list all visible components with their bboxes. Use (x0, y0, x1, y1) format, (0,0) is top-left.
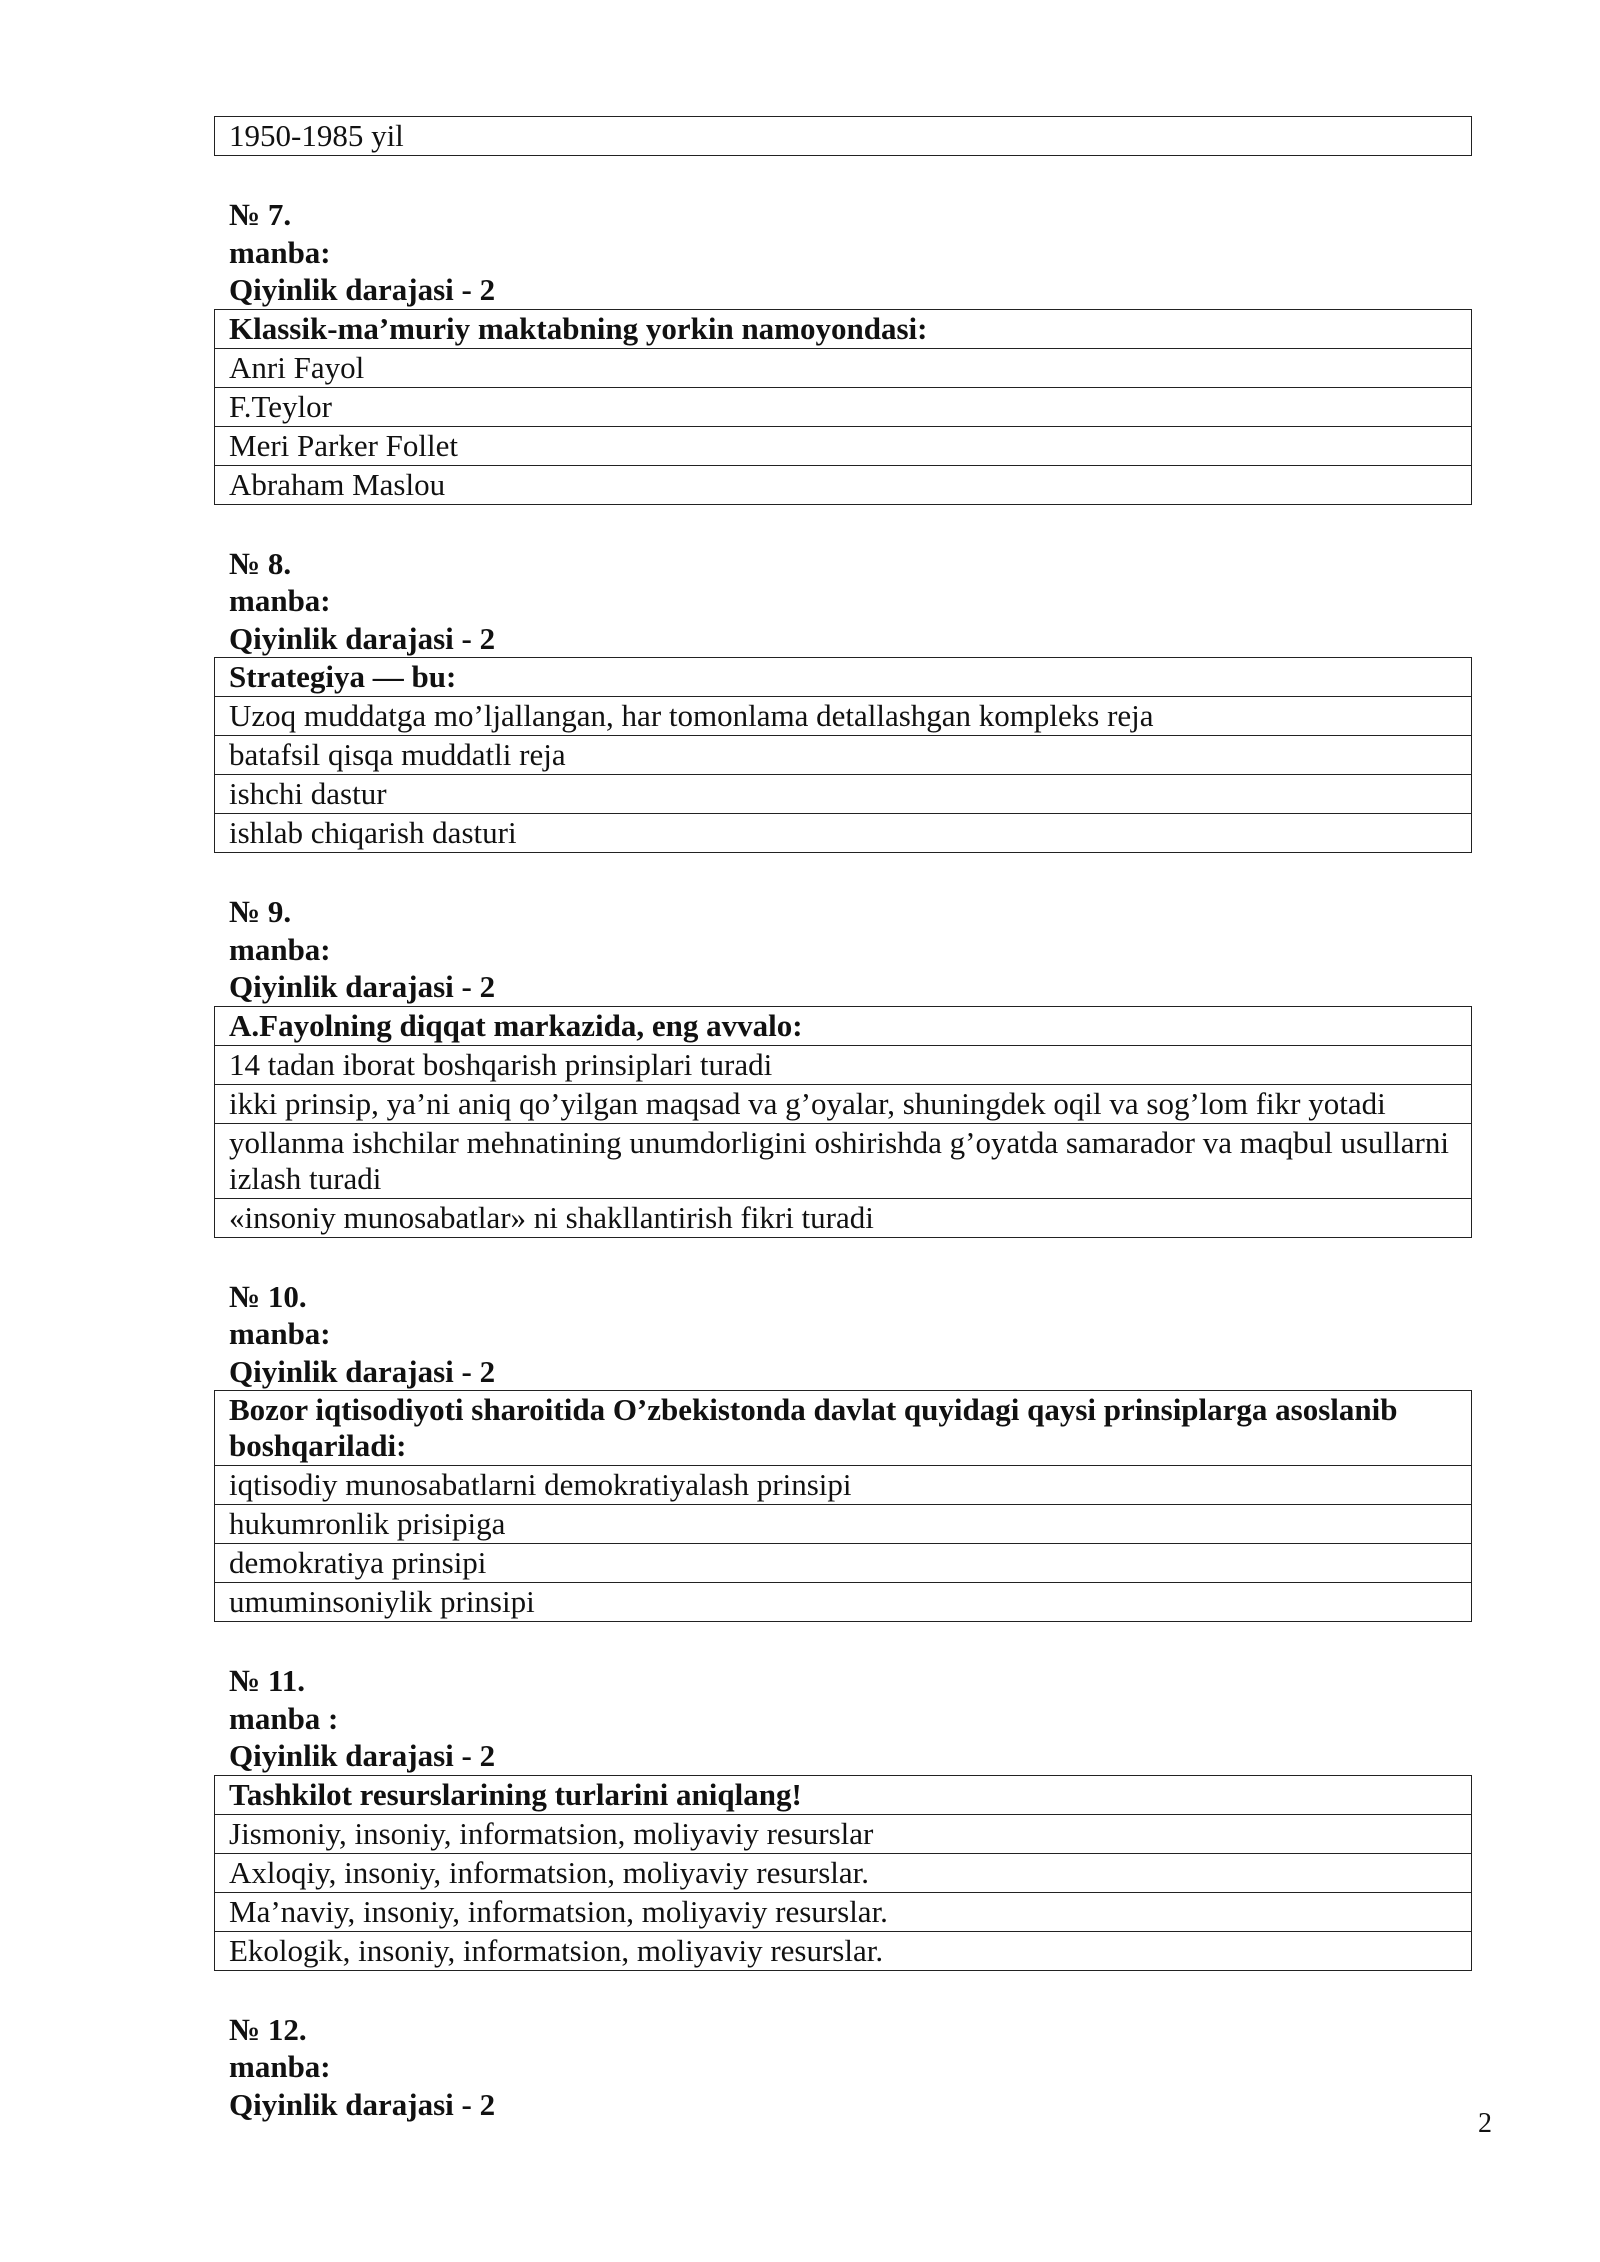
question-source: manba : (229, 1700, 339, 1736)
question-table (214, 657, 1472, 853)
answer-option: ishlab chiqarish dasturi (215, 813, 1471, 852)
answer-option: Anri Fayol (215, 348, 1471, 387)
page-content (214, 116, 1472, 2123)
answer-option: yollanma ishchilar mehnatining unumdorligini oshirishda g’oyatda samarador va maqbul usullarni izlash turadi (215, 1123, 1471, 1198)
question-difficulty: Qiyinlik darajasi - 2 (229, 272, 496, 307)
question-number: № 12. (229, 2011, 307, 2047)
answer-option: Axloqiy, insoniy, informatsion, moliyaviy resurslar. (215, 1853, 1471, 1892)
question-table (214, 1775, 1472, 1971)
answer-option: ikki prinsip, ya’ni aniq qo’yilgan maqsad va g’oyalar, shuningdek oqil va sog’lom fikr yotadi (215, 1084, 1471, 1123)
question-block-11 (214, 1662, 1472, 1971)
question-text: Strategiya — bu: (229, 659, 457, 694)
question-number: № 9. (229, 894, 292, 929)
question-table (214, 1006, 1472, 1238)
answer-option: 14 tadan iborat boshqarish prinsiplari turadi (215, 1045, 1471, 1084)
question-text: Bozor iqtisodiyoti sharoitida O’zbekistonda davlat quyidagi qaysi prinsiplarga asoslanib boshqariladi: (229, 1392, 1398, 1463)
question-difficulty: Qiyinlik darajasi - 2 (229, 1738, 496, 1773)
question-source: manba: (229, 931, 331, 967)
answer-option: Ekologik, insoniy, informatsion, moliyaviy resurslar. (215, 1931, 1471, 1970)
answer-option: Jismoniy, insoniy, informatsion, moliyaviy resurslar (215, 1814, 1471, 1853)
question-difficulty: Qiyinlik darajasi - 2 (229, 2086, 496, 2122)
question-text: Tashkilot resurslarining turlarini aniqlang! (229, 1776, 802, 1812)
question-difficulty: Qiyinlik darajasi - 2 (229, 1353, 496, 1389)
answer-option: «insoniy munosabatlar» ni shakllantirish fikri turadi (215, 1198, 1471, 1237)
question-number: № 10. (229, 1278, 307, 1314)
question-difficulty: Qiyinlik darajasi - 2 (229, 620, 496, 656)
answer-option: hukumronlik prisipiga (215, 1504, 1471, 1543)
question-table (214, 1390, 1472, 1622)
question-block-10 (214, 1278, 1472, 1623)
question-block-8 (214, 545, 1472, 854)
answer-option: 1950-1985 yil (229, 118, 404, 153)
question-block-12 (214, 2011, 1472, 2124)
page-number: 2 (1478, 2108, 1492, 2139)
question-source: manba: (229, 2049, 331, 2084)
question-number: № 11. (229, 1663, 305, 1698)
answer-option: ishchi dastur (215, 774, 1471, 813)
question-source: manba: (229, 234, 331, 270)
answer-option: F.Teylor (215, 387, 1471, 426)
previous-answer-table (214, 116, 1472, 156)
question-difficulty: Qiyinlik darajasi - 2 (229, 969, 496, 1004)
question-table (214, 309, 1472, 505)
answer-option: Abraham Maslou (215, 465, 1471, 504)
question-number: № 7. (229, 197, 292, 232)
question-block-7 (214, 196, 1472, 505)
answer-option: batafsil qisqa muddatli reja (215, 735, 1471, 774)
question-source: manba: (229, 583, 331, 618)
answer-option: demokratiya prinsipi (215, 1543, 1471, 1582)
question-block-9 (214, 893, 1472, 1238)
answer-option: Ma’naviy, insoniy, informatsion, moliyaviy resurslar. (215, 1892, 1471, 1931)
answer-option: Meri Parker Follet (215, 426, 1471, 465)
answer-option: umuminsoniylik prinsipi (215, 1582, 1471, 1621)
answer-option: iqtisodiy munosabatlarni demokratiyalash prinsipi (215, 1465, 1471, 1504)
question-number: № 8. (229, 545, 292, 581)
question-text: Klassik-ma’muriy maktabning yorkin namoyondasi: (229, 310, 928, 346)
question-source: manba: (229, 1316, 331, 1351)
question-text: A.Fayolning diqqat markazida, eng avvalo: (229, 1007, 803, 1043)
answer-option: Uzoq muddatga mo’ljallangan, har tomonlama detallashgan kompleks reja (215, 696, 1471, 735)
